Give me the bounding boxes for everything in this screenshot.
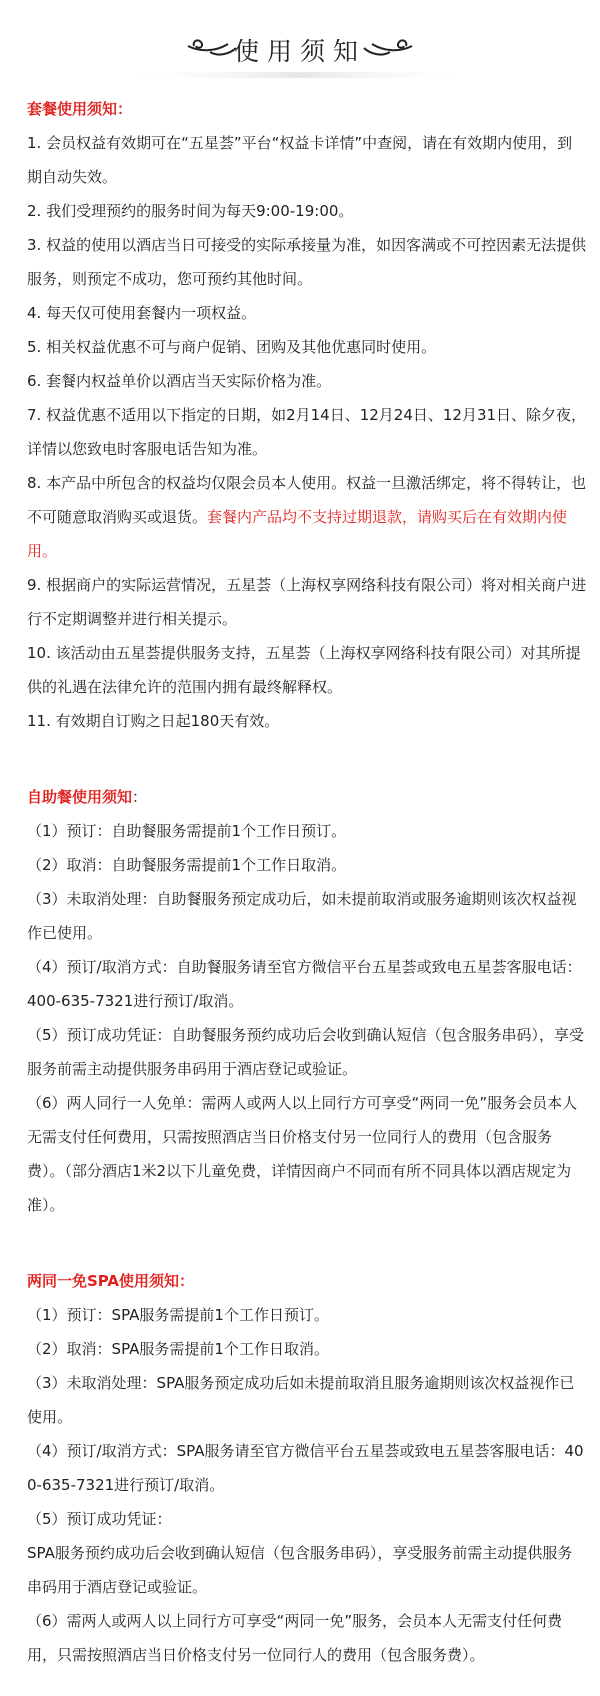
list-item: （6）两人同行一人免单：需两人或两人以上同行方可享受“两同一免”服务会员本人无需支付任何费用，只需按照酒店当日价格支付另一位同行人的费用（包含服务费）。（部分酒店1米2以下儿童免费，详情因商户不同而有所不同具体以酒店规定为准）。 — [27, 1094, 578, 1214]
list-item: （1）预订：自助餐服务需提前1个工作日预订。 — [27, 822, 347, 840]
list-item: 5. 相关权益优惠不可与商户促销、团购及其他优惠同时使用。 — [27, 338, 437, 356]
list-item: （5）预订成功凭证：自助餐服务预约成功后会收到确认短信（包含服务串码），享受服务前需主动提供服务串码用于酒店登记或验证。 — [27, 1026, 585, 1078]
list-item: 4. 每天仅可使用套餐内一项权益。 — [27, 304, 257, 322]
spa-section-title: 两同一免SPA使用须知： — [27, 1272, 195, 1290]
list-item: （3）未取消处理：SPA服务预定成功后如未提前取消且服务逾期则该次权益视作已使用。 — [27, 1374, 575, 1426]
list-item: （6）需两人或两人以上同行方可享受“两同一免”服务，会员本人无需支付任何费用，只需按照酒店当日价格支付另一位同行人的费用（包含服务费）。 — [27, 1612, 563, 1664]
page-title: 使用须知 — [233, 37, 366, 66]
buffet-section-title — [27, 780, 587, 814]
list-item: （5）预订成功凭证： — [27, 1510, 172, 1528]
section-spacer — [27, 738, 587, 772]
item8-warning: 套餐内产品均不支持过期退款，请购买后在有效期内使用。 — [27, 508, 568, 560]
list-item: 3. 权益的使用以酒店当日可接受的实际承接量为准，如因客满或不可控因素无法提供服务，则预定不成功，您可预约其他时间。 — [27, 236, 587, 288]
list-item: （4）预订/取消方式：SPA服务请至官方微信平台五星荟或致电五星荟客服电话：400-635-7321进行预订/取消。 — [27, 1442, 584, 1494]
section-spacer — [27, 1222, 587, 1256]
list-item: 1. 会员权益有效期可在“五星荟”平台“权益卡详情”中查阅，请在有效期内使用，到期自动失效。 — [27, 134, 573, 186]
header-banner — [0, 22, 600, 82]
list-item: （2）取消：SPA服务需提前1个工作日取消。 — [27, 1340, 329, 1358]
list-item: （3）未取消处理：自助餐服务预定成功后，如未提前取消或服务逾期则该次权益视作已使用。 — [27, 890, 577, 942]
list-item: 2. 我们受理预约的服务时间为每天9:00-19:00。 — [27, 202, 354, 220]
buffet-title-text: 自助餐使用须知 — [27, 788, 133, 806]
section-spacer — [27, 772, 587, 780]
list-item: 9. 根据商户的实际运营情况，五星荟（上海权享网络科技有限公司）将对相关商户进行不定期调整并进行相关提示。 — [27, 576, 587, 628]
list-item: （4）预订/取消方式：自助餐服务请至官方微信平台五星荟或致电五星荟客服电话：400-635-7321进行预订/取消。 — [27, 958, 582, 1010]
buffet-title-colon: ： — [132, 788, 148, 806]
list-item: 10. 该活动由五星荟提供服务支持，五星荟（上海权享网络科技有限公司）对其所提供的礼遇在法律允许的范围内拥有最终解释权。 — [27, 644, 581, 696]
list-item: 7. 权益优惠不适用以下指定的日期，如2月14日、12月24日、12月31日、除夕夜，详情以您致电时客服电话告知为准。 — [27, 406, 587, 458]
list-item: 6. 套餐内权益单价以酒店当天实际价格为准。 — [27, 372, 332, 390]
notice-content — [27, 92, 587, 1672]
item8-text: 8. 本产品中所包含的权益均仅限会员本人使用。权益一旦激活绑定，将不得转让，也不可随意取消购买或退货。 — [27, 474, 587, 526]
list-item: 11. 有效期自订购之日起180天有效。 — [27, 712, 280, 730]
section-spacer — [27, 1256, 587, 1264]
list-item: SPA服务预约成功后会收到确认短信（包含服务串码），享受服务前需主动提供服务串码用于酒店登记或验证。 — [27, 1544, 573, 1596]
package-section-title: 套餐使用须知： — [27, 100, 133, 118]
list-item: （2）取消：自助餐服务需提前1个工作日取消。 — [27, 856, 347, 874]
list-item: （1）预订：SPA服务需提前1个工作日预订。 — [27, 1306, 329, 1324]
list-item — [27, 466, 587, 568]
